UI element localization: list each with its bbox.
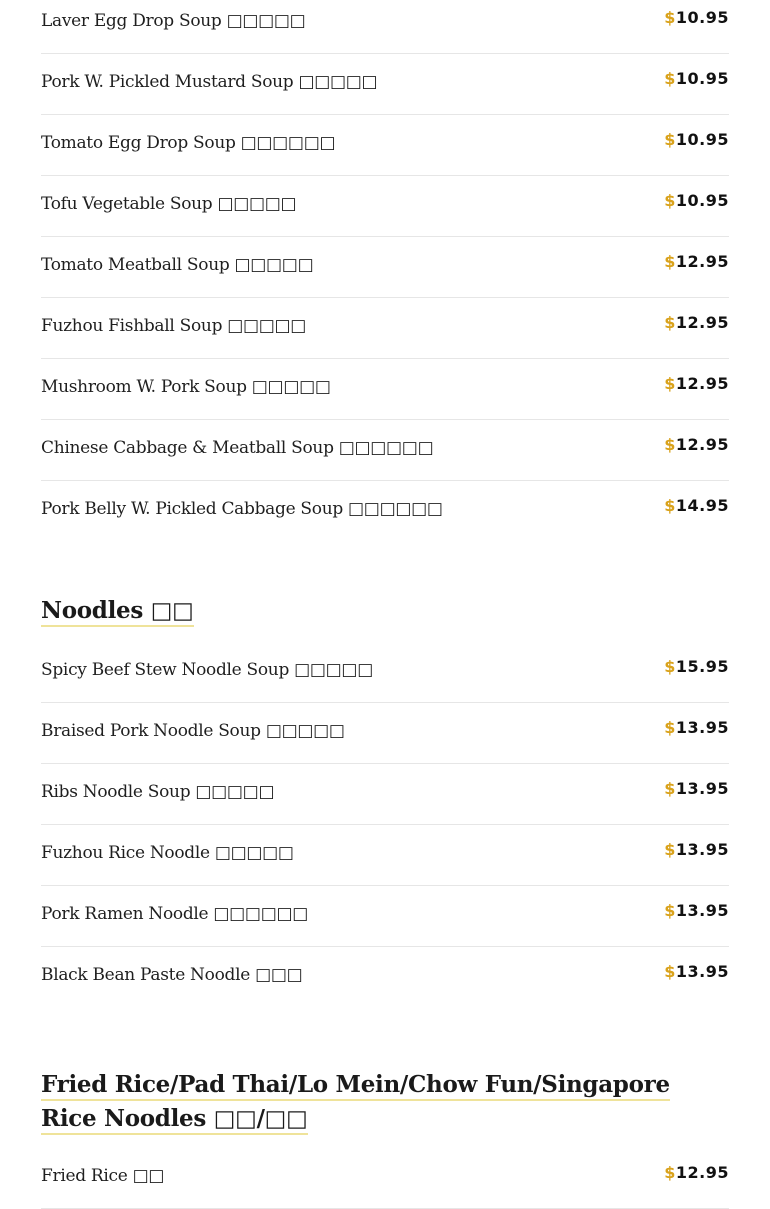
item-name: Fried Rice □□: [41, 1166, 165, 1186]
item-price: [664, 657, 729, 676]
soups-section: [41, 0, 729, 541]
price-value: 12.95: [675, 435, 729, 454]
item-price: [664, 962, 729, 981]
menu-item[interactable]: [41, 481, 729, 541]
currency-symbol: $: [664, 69, 676, 88]
menu-page: [41, 0, 729, 1209]
item-price: [664, 130, 729, 149]
item-name: Mushroom W. Pork Soup □□□□□: [41, 377, 331, 397]
item-name: Tomato Meatball Soup □□□□□: [41, 255, 314, 275]
item-name: Spicy Beef Stew Noodle Soup □□□□□: [41, 660, 373, 680]
item-price: [664, 496, 729, 515]
menu-item[interactable]: [41, 237, 729, 298]
menu-item[interactable]: [41, 54, 729, 115]
item-name: Chinese Cabbage & Meatball Soup □□□□□□: [41, 438, 434, 458]
price-value: 13.95: [675, 901, 729, 920]
price-value: 13.95: [675, 718, 729, 737]
price-value: 12.95: [675, 374, 729, 393]
item-price: [664, 69, 729, 88]
item-price: [664, 779, 729, 798]
price-value: 10.95: [675, 191, 729, 210]
section-title: Fried Rice/Pad Thai/Lo Mein/Chow Fun/Singapore Rice Noodles □□/□□: [41, 1071, 670, 1135]
section-header: [41, 1068, 681, 1136]
item-price: [664, 1163, 729, 1182]
item-name: Pork W. Pickled Mustard Soup □□□□□: [41, 72, 378, 92]
price-value: 15.95: [675, 657, 729, 676]
currency-symbol: $: [664, 313, 676, 332]
item-price: [664, 435, 729, 454]
item-price: [664, 313, 729, 332]
item-name: Pork Belly W. Pickled Cabbage Soup □□□□□□: [41, 499, 443, 519]
currency-symbol: $: [664, 496, 676, 515]
item-price: [664, 191, 729, 210]
currency-symbol: $: [664, 1163, 676, 1182]
item-name: Tomato Egg Drop Soup □□□□□□: [41, 133, 336, 153]
currency-symbol: $: [664, 130, 676, 149]
price-value: 13.95: [675, 840, 729, 859]
menu-item[interactable]: [41, 947, 729, 1007]
menu-item[interactable]: [41, 298, 729, 359]
price-value: 10.95: [675, 130, 729, 149]
currency-symbol: $: [664, 374, 676, 393]
price-value: 13.95: [675, 962, 729, 981]
currency-symbol: $: [664, 435, 676, 454]
menu-item[interactable]: [41, 115, 729, 176]
currency-symbol: $: [664, 901, 676, 920]
item-name: Ribs Noodle Soup □□□□□: [41, 782, 275, 802]
item-price: [664, 840, 729, 859]
currency-symbol: $: [664, 252, 676, 271]
fried-rice-section: [41, 1068, 729, 1209]
currency-symbol: $: [664, 657, 676, 676]
section-header: [41, 594, 681, 628]
item-name: Pork Ramen Noodle □□□□□□: [41, 904, 308, 924]
price-value: 12.95: [675, 313, 729, 332]
menu-item[interactable]: [41, 642, 729, 703]
currency-symbol: $: [664, 718, 676, 737]
menu-item[interactable]: [41, 359, 729, 420]
item-name: Tofu Vegetable Soup □□□□□: [41, 194, 297, 214]
menu-item[interactable]: [41, 176, 729, 237]
section-title: Noodles □□: [41, 597, 194, 627]
menu-item[interactable]: [41, 886, 729, 947]
item-name: Black Bean Paste Noodle □□□: [41, 965, 303, 985]
price-value: 12.95: [675, 252, 729, 271]
noodles-section: [41, 594, 729, 1007]
price-value: 12.95: [675, 1163, 729, 1182]
item-price: [664, 374, 729, 393]
currency-symbol: $: [664, 840, 676, 859]
currency-symbol: $: [664, 779, 676, 798]
currency-symbol: $: [664, 962, 676, 981]
menu-item[interactable]: [41, 420, 729, 481]
price-value: 13.95: [675, 779, 729, 798]
menu-item[interactable]: [41, 703, 729, 764]
item-price: [664, 252, 729, 271]
price-value: 14.95: [675, 496, 729, 515]
item-name: Laver Egg Drop Soup □□□□□: [41, 11, 306, 31]
menu-item[interactable]: [41, 1148, 729, 1209]
item-price: [664, 901, 729, 920]
menu-item[interactable]: [41, 825, 729, 886]
item-name: Fuzhou Rice Noodle □□□□□: [41, 843, 294, 863]
price-value: 10.95: [675, 69, 729, 88]
item-name: Braised Pork Noodle Soup □□□□□: [41, 721, 345, 741]
item-price: [664, 718, 729, 737]
currency-symbol: $: [664, 191, 676, 210]
item-name: Fuzhou Fishball Soup □□□□□: [41, 316, 307, 336]
menu-item[interactable]: [41, 764, 729, 825]
currency-symbol: $: [664, 8, 676, 27]
menu-item[interactable]: [41, 0, 729, 54]
price-value: 10.95: [675, 8, 729, 27]
item-price: [664, 8, 729, 27]
